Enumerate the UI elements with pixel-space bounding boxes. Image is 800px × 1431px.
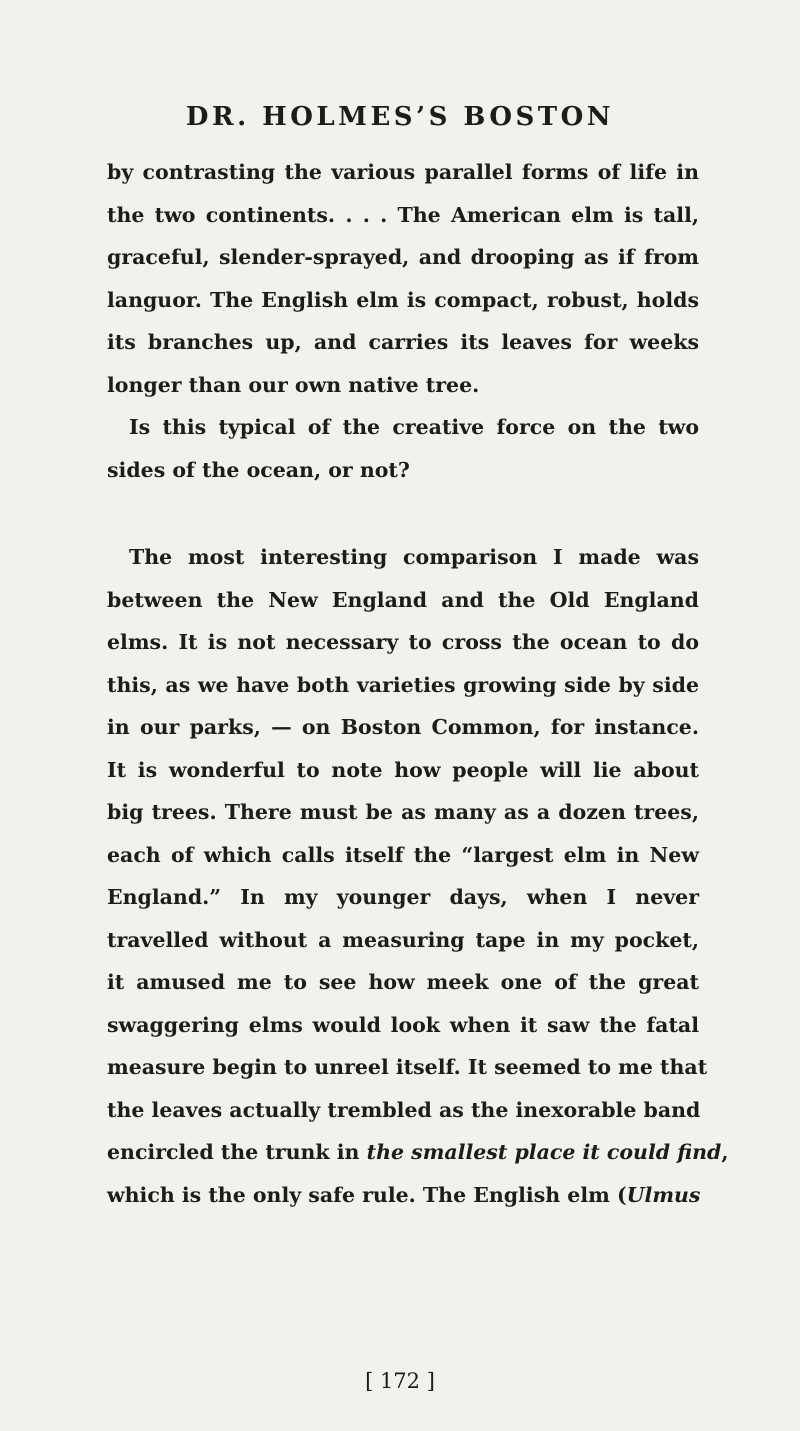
text-span: encircled the trunk in <box>107 1140 367 1164</box>
text-line: by contrasting the various parallel forms of life in <box>107 160 699 184</box>
text-span: , <box>721 1140 729 1164</box>
text-line: in our parks, — on Boston Common, for instance. <box>107 715 699 739</box>
text-line: England.” In my younger days, when I never <box>107 885 699 909</box>
italic-phrase: the smallest place it could find <box>366 1140 722 1164</box>
text-line: its branches up, and carries its leaves for weeks <box>107 330 699 354</box>
text-line: Is this typical of the creative force on the two <box>129 415 699 439</box>
text-span: which is the only safe rule. The English elm ( <box>107 1182 627 1207</box>
text-line: The most interesting comparison I made was <box>129 545 699 569</box>
text-line-with-italic <box>107 1131 729 1174</box>
italic-word: Ulmus <box>626 1182 701 1207</box>
text-line: this, as we have both varieties growing side by side <box>107 672 699 697</box>
text-line: each of which calls itself the “largest elm in New <box>107 842 699 867</box>
text-line: It is wonderful to note how people will lie about <box>107 757 699 782</box>
running-head: DR. HOLMES’S BOSTON <box>185 102 615 132</box>
text-line: big trees. There must be as many as a dozen trees, <box>107 800 699 824</box>
text-line: longer than our own native tree. <box>107 372 480 397</box>
body-text <box>107 151 729 1216</box>
text-line-with-italic <box>107 1174 699 1217</box>
text-line: elms. It is not necessary to cross the ocean to do <box>107 630 699 654</box>
text-line: the two continents. . . . The American elm is tall, <box>107 202 699 227</box>
text-line: swaggering elms would look when it saw the fatal <box>107 1012 699 1037</box>
text-line: the leaves actually trembled as the inexorable band <box>107 1097 701 1122</box>
text-line: it amused me to see how meek one of the great <box>107 970 699 994</box>
text-line: graceful, slender-sprayed, and drooping as if from <box>107 245 699 269</box>
text-line: sides of the ocean, or not? <box>107 457 410 482</box>
text-line: travelled without a measuring tape in my pocket, <box>107 927 699 952</box>
text-line: between the New England and the Old England <box>107 587 699 612</box>
text-line: measure begin to unreel itself. It seemed to me that <box>107 1055 708 1079</box>
text-line: languor. The English elm is compact, robust, holds <box>107 287 699 312</box>
page-number: [ 172 ] <box>365 1369 435 1393</box>
paragraph-break <box>107 491 699 536</box>
